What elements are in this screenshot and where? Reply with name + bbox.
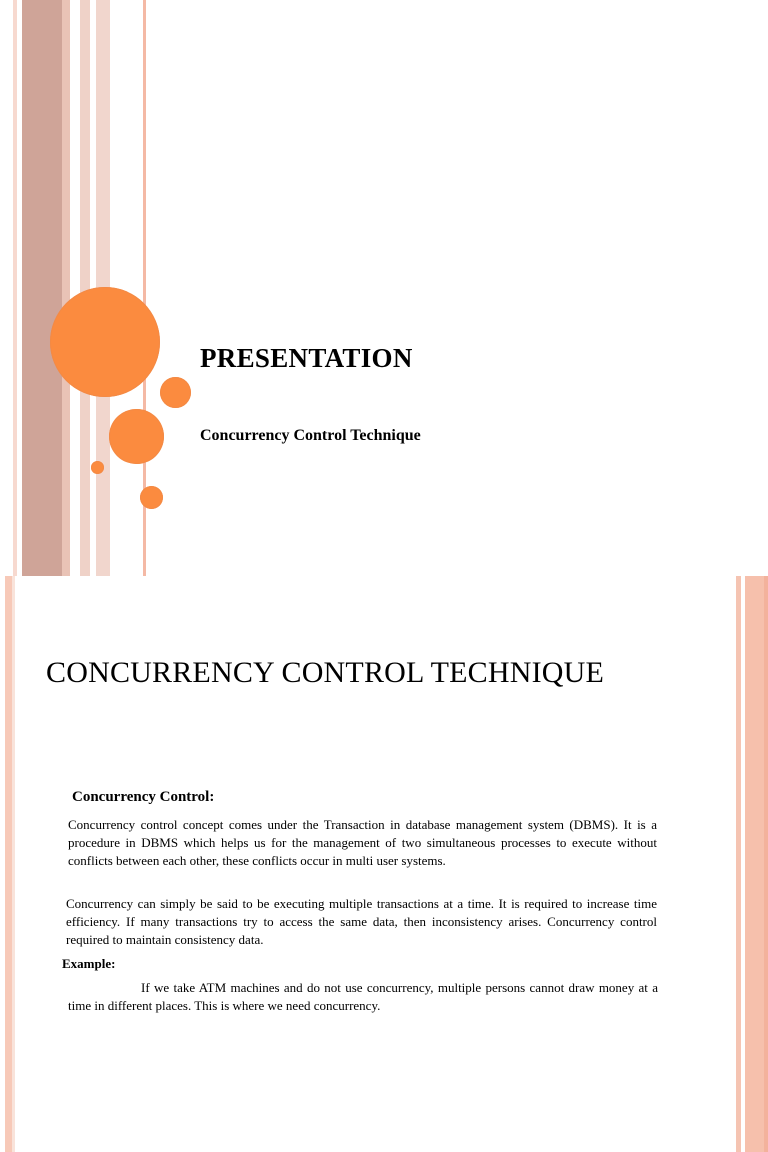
decor-stripe xyxy=(70,0,80,576)
decor-stripe xyxy=(22,0,62,576)
decor-stripe xyxy=(5,576,12,1152)
paragraph-definition: Concurrency control concept comes under the Transaction in database management system (DBMS). It is a procedure in DBMS which helps us for the management of two simultaneous processes to execute without conflicts between each other, these conflicts occur in multi user systems. xyxy=(68,817,657,868)
decor-circle-small xyxy=(140,486,163,509)
decor-circle-medium xyxy=(109,409,164,464)
decor-stripe xyxy=(12,576,15,1152)
slide-title: PRESENTATION xyxy=(200,343,413,373)
section-heading: Concurrency Control: xyxy=(72,789,215,805)
decor-stripe xyxy=(62,0,70,576)
paragraph-example: If we take ATM machines and do not use concurrency, multiple persons cannot draw money at a time in different places. This is where we need concurrency. xyxy=(68,980,658,1013)
slide-title: CONCURRENCY CONTROL TECHNIQUE xyxy=(46,656,605,689)
decor-stripe xyxy=(80,0,90,576)
decor-stripe xyxy=(0,0,13,576)
decor-circle-large xyxy=(50,287,160,397)
decor-circle-small xyxy=(160,377,191,408)
decor-stripe xyxy=(764,576,768,1152)
content-slide xyxy=(0,576,768,1152)
slide-subtitle: Concurrency Control Technique xyxy=(200,427,421,444)
decor-circle-tiny xyxy=(91,461,104,474)
paragraph-explanation: Concurrency can simply be said to be executing multiple transactions at a time. It is required to increase time efficiency. If many transactions try to access the same data, then inconsistency arises. Concurrency control required to maintain consistency data. xyxy=(66,896,657,947)
example-label: Example: xyxy=(62,956,116,971)
decor-stripe xyxy=(13,0,17,576)
